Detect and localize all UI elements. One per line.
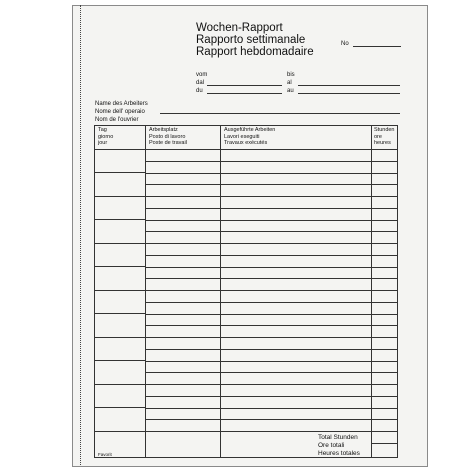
work-report-table xyxy=(94,125,398,458)
header-hours xyxy=(374,127,395,147)
header-work-done-it: Lavori eseguiti xyxy=(224,133,260,140)
number-field-line[interactable] xyxy=(353,46,401,47)
header-hours-de: Stunden xyxy=(374,127,395,133)
date-to-line-1[interactable] xyxy=(298,85,400,86)
totals-label-de: Total Stunden xyxy=(318,434,358,441)
number-label: No xyxy=(341,41,349,47)
header-work-done-fr: Travaux exécutés xyxy=(224,140,268,146)
header-workplace-fr: Poste de travail xyxy=(149,140,187,146)
title-italian: Rapporto settimanale xyxy=(196,34,306,46)
date-from-line-1[interactable] xyxy=(207,85,282,86)
worker-label-de: Name des Arbeiters xyxy=(95,101,148,107)
header-work-done-de: Ausgeführte Arbeiten xyxy=(224,127,276,133)
to-label-de: bis xyxy=(287,72,295,78)
totals-label-it: Ore totali xyxy=(318,442,345,449)
to-label-fr: au xyxy=(287,88,294,94)
date-to-line-2[interactable] xyxy=(298,93,400,94)
header-day-it: giorno xyxy=(98,133,114,140)
header-day-de: Tag xyxy=(98,127,107,133)
header-day xyxy=(98,127,113,147)
perforation-line xyxy=(80,5,81,465)
from-label-it: dal xyxy=(196,80,205,86)
header-hours-fr: heures xyxy=(374,140,391,146)
table-grid-lines xyxy=(94,125,398,458)
header-workplace-it: Posto di lavoro xyxy=(149,133,186,140)
date-from-line-2[interactable] xyxy=(207,93,282,94)
totals-label xyxy=(318,434,360,458)
title-french: Rapport hebdomadaire xyxy=(196,46,314,58)
from-label-fr: du xyxy=(196,88,203,94)
worker-label-it: Nome dell' operaio xyxy=(95,109,145,115)
from-label-de: vom xyxy=(196,72,208,78)
worker-label-fr: Nom de l'ouvrier xyxy=(95,117,139,123)
to-label-it: al xyxy=(287,80,292,86)
worker-name-line[interactable] xyxy=(160,113,400,114)
header-work-done xyxy=(224,127,275,147)
header-workplace xyxy=(149,127,187,147)
header-workplace-de: Arbeitsplatz xyxy=(149,127,178,133)
header-day-fr: jour xyxy=(98,140,108,146)
header-hours-it: ore xyxy=(374,133,382,140)
totals-label-fr: Heures totales xyxy=(318,450,360,457)
title-german: Wochen-Rapport xyxy=(196,22,283,34)
brand-mark: Favorit xyxy=(98,452,112,457)
